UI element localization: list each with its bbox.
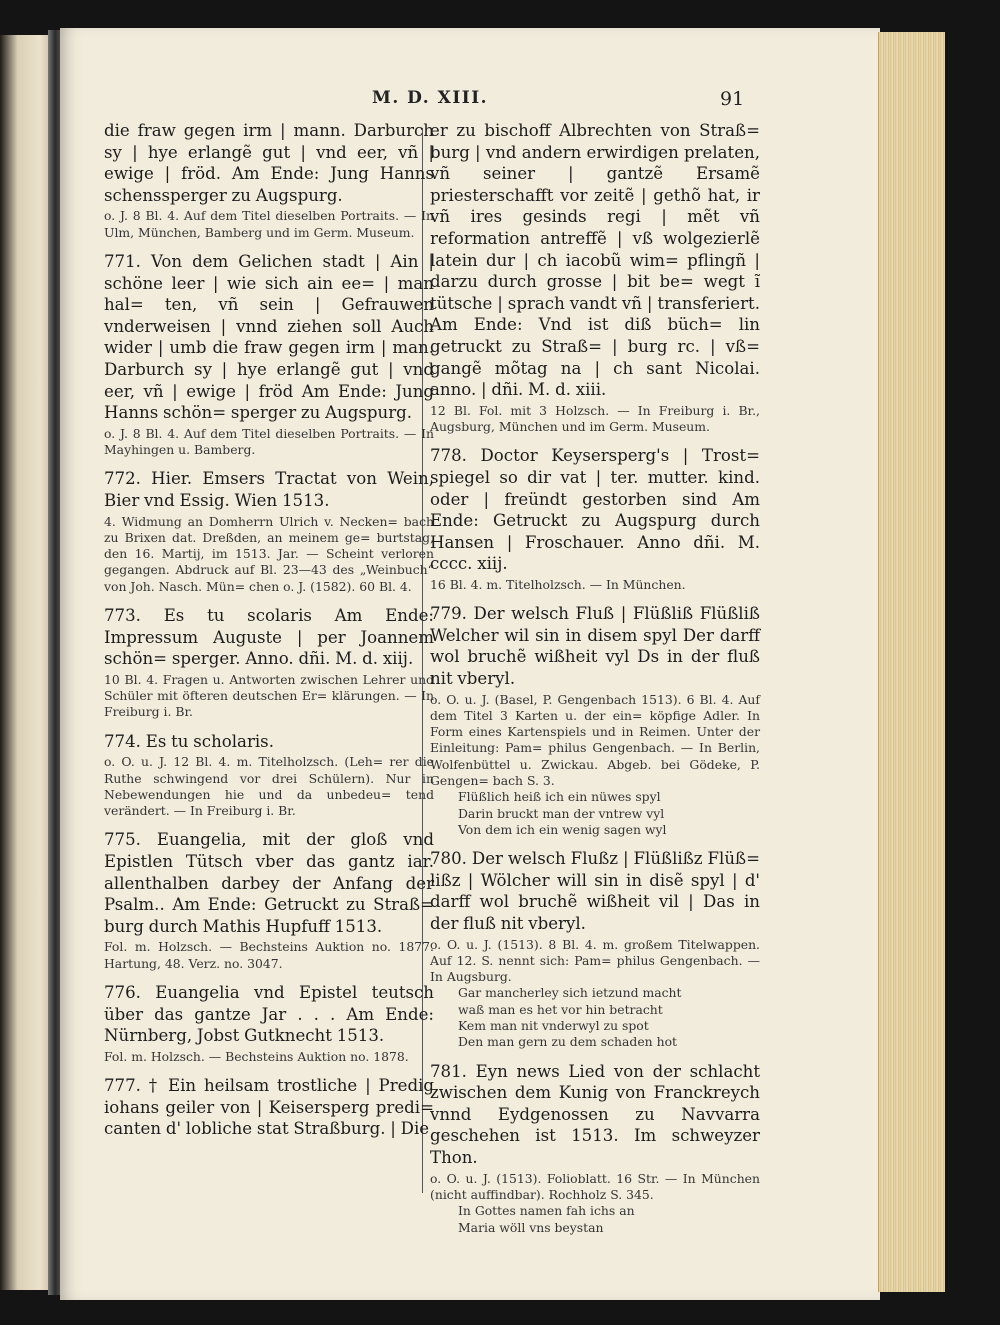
entry-778: 778. Doctor Keysersperg's | Trost= spiegel so dir vat | ter. mutter. kind. oder | freündt gestorben sind Am Ende: Getruckt zu Augspurg durch Hansen | Froschauer. Anno dñi. M. cccc. xiij.	[430, 446, 760, 574]
entry-772: 772. Hier. Emsers Tractat von Wein, Bier vnd Essig. Wien 1513.	[104, 469, 434, 510]
verse-line: Darin bruckt man der vntrew vyl	[458, 805, 665, 821]
verse-line: Kem man nit vnderwyl zu spot	[458, 1018, 649, 1034]
verse-line: Den man gern zu dem schaden hot	[458, 1034, 678, 1050]
entry-note: o. J. 8 Bl. 4. Auf dem Titel dieselben Portraits. — In Mayhingen u. Bamberg.	[104, 425, 434, 458]
verse-line: Maria wöll vns beystan	[458, 1219, 604, 1235]
entry-text: er zu bischoff Albrechten von Straß= burg | vnd andern erwirdigen prelaten, vñ seiner | gantzẽ Ersamẽ priesterschafft vor zeitẽ | gethõ hat, ir vñ ires gesinds regi | mẽt vñ reformation antreffẽ | vß wolgezierlẽ latein dur | ch iacobũ wim= pflingñ | darzu durch grosse | bit be= wegt ĩ tütsche | sprach vandt vñ | transferiert. Am Ende: Vnd ist diß büch= lin getruckt zu Straß= | burg rc. | vß= gangẽ mõtag na | ch sant Nicolai. anno. | dñi. M. d. xiii.	[430, 121, 760, 400]
entry-note: o. O. u. J. (1513). Folioblatt. 16 Str. — In München (nicht auffindbar). Rochholz S. 345.	[430, 1170, 760, 1202]
entry-note: 16 Bl. 4. m. Titelholzsch. — In München.	[430, 576, 686, 592]
page-number: 91	[720, 88, 745, 110]
left-column	[104, 120, 434, 1142]
entry-note: o. O. u. J. 12 Bl. 4. m. Titelholzsch. (Leh= rer die Ruthe schwingend vor drei Schülern). Nur in Nebewendungen hie und da unbedeu= tend verändert. — In Freiburg i. Br.	[104, 754, 434, 819]
left-page-edge	[0, 35, 50, 1290]
right-column	[430, 120, 760, 1236]
entry-779: 779. Der welsch Fluß | Flüßliß Flüßliß Welcher wil sin in disem spyl Der darff wol bruchẽ wißheit vyl Ds in der fluß nit vberyl.	[430, 604, 760, 688]
entry-774: 774. Es tu scholaris.	[104, 731, 274, 751]
verse-line: waß man es het vor hin betracht	[458, 1001, 663, 1017]
entry-note: 4. Widmung an Domherrn Ulrich v. Necken= bach zu Brixen dat. Dreßden, an meinem ge= burtstag, den 16. Martij, im 1513. Jar. — Scheint verloren gegangen. Abdruck auf Bl. 23—43 des „Weinbuch“ von Joh. Nasch. Mün= chen o. J. (1582). 60 Bl. 4.	[104, 513, 434, 594]
verse-line: In Gottes namen fah ichs an	[458, 1203, 635, 1219]
page-header	[60, 88, 880, 114]
page-block-edge	[878, 32, 945, 1292]
entry-775: 775. Euangelia, mit der gloß vnd Epistlen Tütsch vber das gantz iar. allenthalben darbey der Anfang der Psalm.. Am Ende: Getruckt zu Straß= burg durch Mathis Hupfuff 1513.	[104, 830, 434, 936]
entry-text: die fraw gegen irm | mann. Darburch sy | hye erlangẽ gut | vnd eer, vñ | ewige | fröd. Am Ende: Jung Hanns schenssperger zu Augspurg.	[104, 121, 434, 205]
entry-note: 10 Bl. 4. Fragen u. Antworten zwischen Lehrer und Schüler mit öfteren deutschen Er= klärungen. — In Freiburg i. Br.	[104, 671, 434, 720]
entry-note: o. O. u. J. (1513). 8 Bl. 4. m. großem Titelwappen. Auf 12. S. nennt sich: Pam= philus Gengenbach. — In Augsburg.	[430, 936, 760, 985]
verse-line: Gar mancherley sich ietzund macht	[458, 985, 682, 1001]
entry-777: 777. † Ein heilsam trostliche | Predig iohans geiler von | Keisersperg predi= canten d' lobliche stat Straßburg. | Die	[104, 1076, 434, 1139]
entry-note: o. J. 8 Bl. 4. Auf dem Titel dieselben Portraits. — In Ulm, München, Bamberg und im Germ. Museum.	[104, 208, 434, 240]
verse-line: Flüßlich heiß ich ein nüwes spyl	[458, 789, 661, 805]
entry-note: o. O. u. J. (Basel, P. Gengenbach 1513). 6 Bl. 4. Auf dem Titel 3 Karten u. der ein= köpfige Adler. In Form eines Kartenspiels und in Reimen. Unter der Einleitung: Pam= philus Gengenbach. — In Berlin, Wolfenbüttel u. Zwickau. Abgeb. bei Gödeke, P. Gengen= bach S. 3.	[430, 691, 760, 789]
running-head: M. D. XIII.	[372, 88, 489, 108]
entry-771: 771. Von dem Gelichen stadt | Ain | schöne leer | wie sich ain ee= | man hal= ten, vñ sein | Gefrauwen vnderweisen | vnnd ziehen soll Auch wider | umb die fraw gegen irm | man. Darburch sy | hye erlangẽ gut | vnd eer, vñ | ewige | fröd Am Ende: Jung Hanns schön= sperger zu Augspurg.	[104, 251, 434, 423]
entry-note: Fol. m. Holzsch. — Bechsteins Auktion no. 1877. Hartung, 48. Verz. no. 3047.	[104, 939, 434, 971]
entry-781: 781. Eyn news Lied von der schlacht zwischen dem Kunig von Franckreych vnnd Eydgenossen zu Navvarra geschehen ist 1513. Im schweyzer Thon.	[430, 1061, 760, 1168]
entry-776: 776. Euangelia vnd Epistel teutsch über das gantze Jar . . . Am Ende: Nürnberg, Jobst Gutknecht 1513.	[104, 983, 434, 1046]
entry-note: 12 Bl. Fol. mit 3 Holzsch. — In Freiburg i. Br., Augsburg, München und im Germ. Museum.	[430, 402, 760, 435]
entry-780: 780. Der welsch Flußz | Flüßlißz Flüß= lißz | Wölcher will sin in disẽ spyl | d' darff wol bruchẽ wißheit vil | Das in der fluß nit vberyl.	[430, 849, 760, 933]
verse-line: Von dem ich ein wenig sagen wyl	[458, 821, 667, 837]
entry-note: Fol. m. Holzsch. — Bechsteins Auktion no. 1878.	[104, 1048, 409, 1064]
entry-773: 773. Es tu scolaris Am Ende: Impressum Auguste | per Joannem schön= sperger. Anno. dñi. M. d. xiij.	[104, 605, 434, 669]
